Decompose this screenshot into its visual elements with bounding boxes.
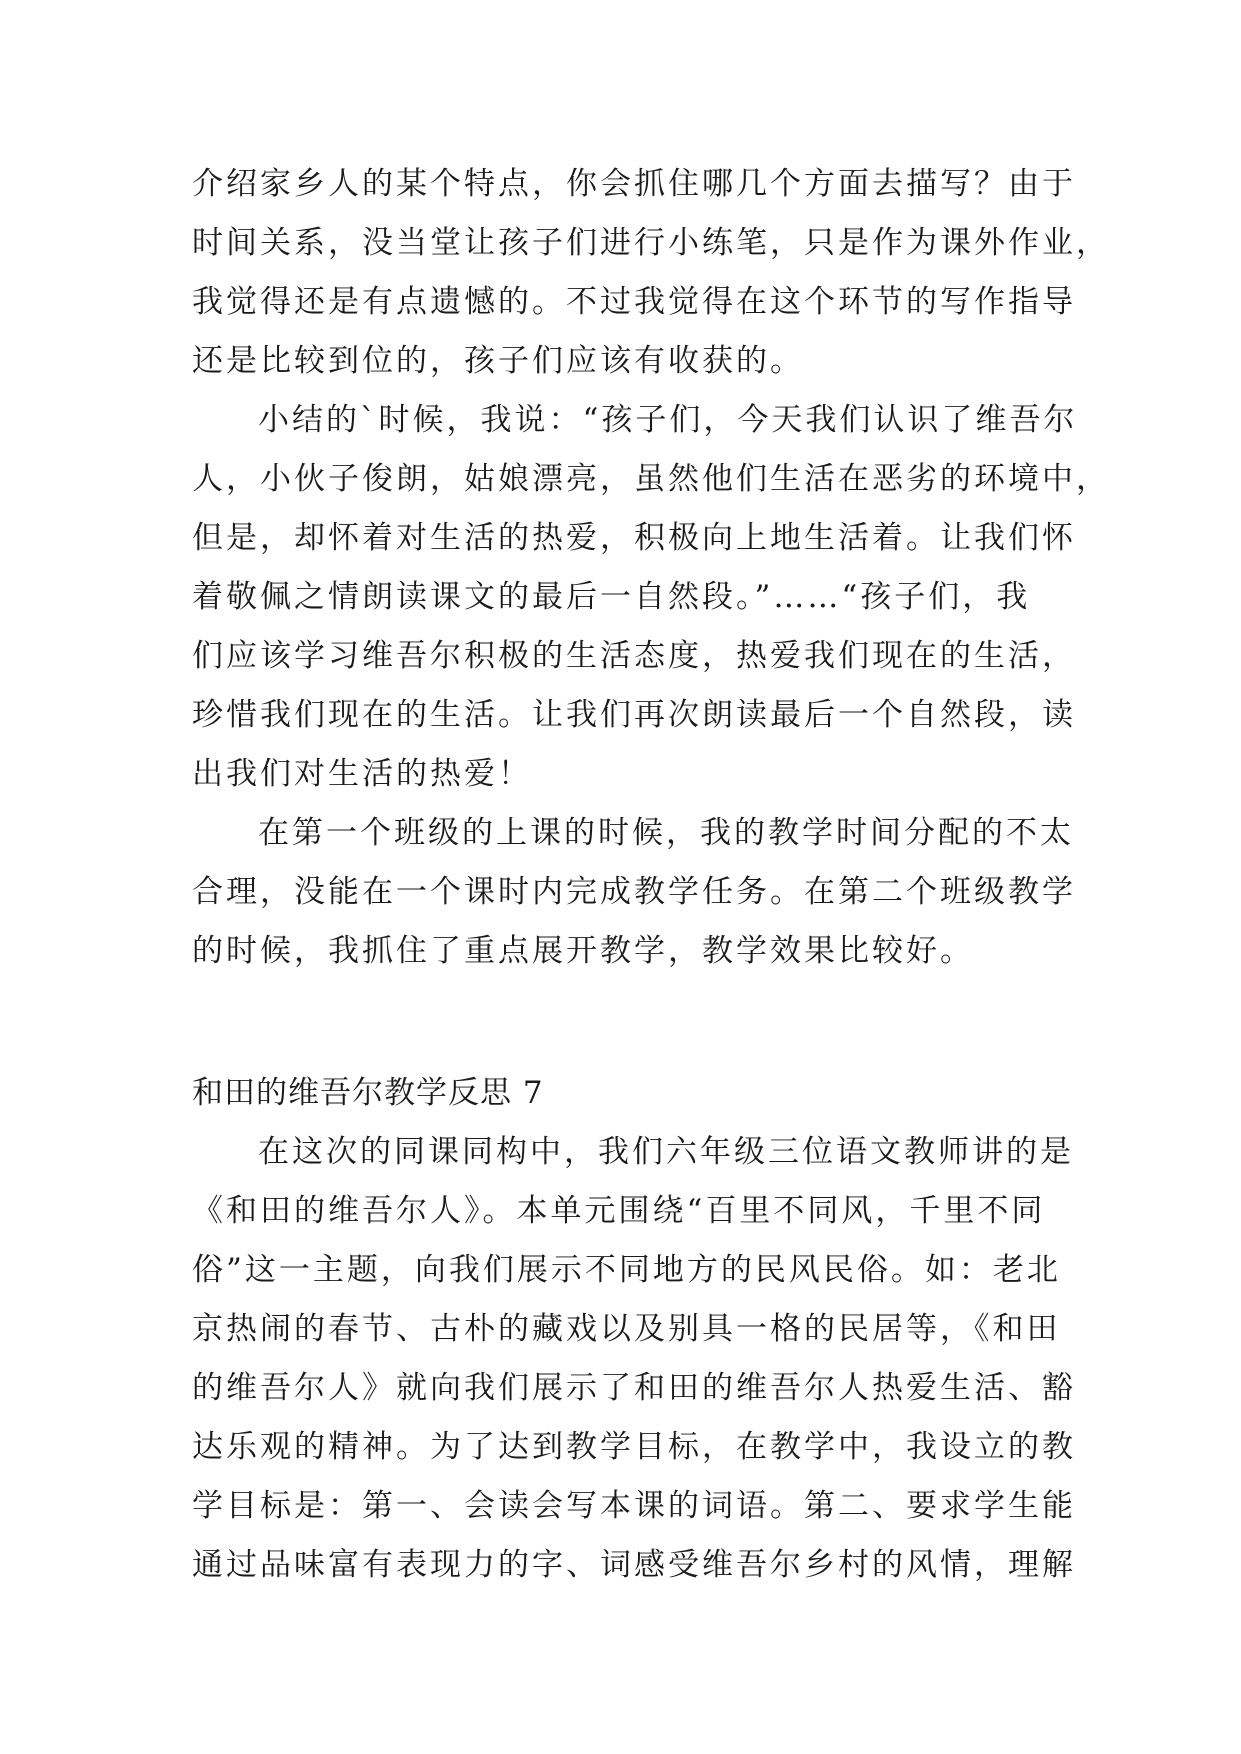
text-line: 时间关系，没当堂让孩子们进行小练笔，只是作为课外作业， [192, 225, 1110, 261]
text-line: 着敬佩之情朗读课文的最后一自然段。”……“孩子们，我 [192, 579, 1031, 615]
section-title: 和田的维吾尔教学反思 7 [192, 1075, 544, 1111]
text-line: 人，小伙子俊朗，姑娘漂亮，虽然他们生活在恶劣的环境中， [192, 461, 1110, 497]
text-line: 通过品味富有表现力的字、词感受维吾尔乡村的风情，理解 [192, 1547, 1076, 1583]
text-line: 在这次的同课同构中，我们六年级三位语文教师讲的是 [258, 1134, 1074, 1170]
text-line: 出我们对生活的热爱！ [192, 756, 532, 792]
text-line: 介绍家乡人的某个特点，你会抓住哪几个方面去描写？由于 [192, 166, 1076, 202]
paragraph-1 [192, 155, 1110, 391]
section-paragraph [192, 1123, 1076, 1595]
text-line: 小结的`时候，我说：“孩子们，今天我们认识了维吾尔 [258, 402, 1078, 438]
text-line: 们应该学习维吾尔积极的生活态度，热爱我们现在的生活， [192, 638, 1076, 674]
text-line: 的维吾尔人》就向我们展示了和田的维吾尔人热爱生活、豁 [192, 1370, 1076, 1406]
text-line: 但是，却怀着对生活的热爱，积极向上地生活着。让我们怀 [192, 520, 1076, 556]
text-line: 达乐观的精神。为了达到教学目标，在教学中，我设立的教 [192, 1429, 1076, 1465]
text-line: 学目标是：第一、会读会写本课的词语。第二、要求学生能 [192, 1488, 1076, 1524]
text-line: 我觉得还是有点遗憾的。不过我觉得在这个环节的写作指导 [192, 284, 1076, 320]
text-line: 京热闹的春节、古朴的藏戏以及别具一格的民居等，《和田 [192, 1311, 1061, 1347]
text-line: 在第一个班级的上课的时候，我的教学时间分配的不太 [258, 815, 1074, 851]
paragraph-2 [192, 391, 1110, 804]
text-line: 《和田的维吾尔人》。本单元围绕“百里不同风，千里不同 [192, 1193, 1046, 1229]
text-line: 的时候，我抓住了重点展开教学，教学效果比较好。 [192, 933, 974, 969]
paragraph-3 [192, 804, 1076, 981]
document-body [192, 155, 1110, 1595]
text-line: 俗”这一主题，向我们展示不同地方的民风民俗。如：老北 [192, 1252, 1061, 1288]
section-gap [192, 981, 1052, 1064]
text-line: 珍惜我们现在的生活。让我们再次朗读最后一个自然段，读 [192, 697, 1076, 733]
text-line: 还是比较到位的，孩子们应该有收获的。 [192, 343, 804, 379]
text-line: 合理，没能在一个课时内完成教学任务。在第二个班级教学 [192, 874, 1076, 910]
